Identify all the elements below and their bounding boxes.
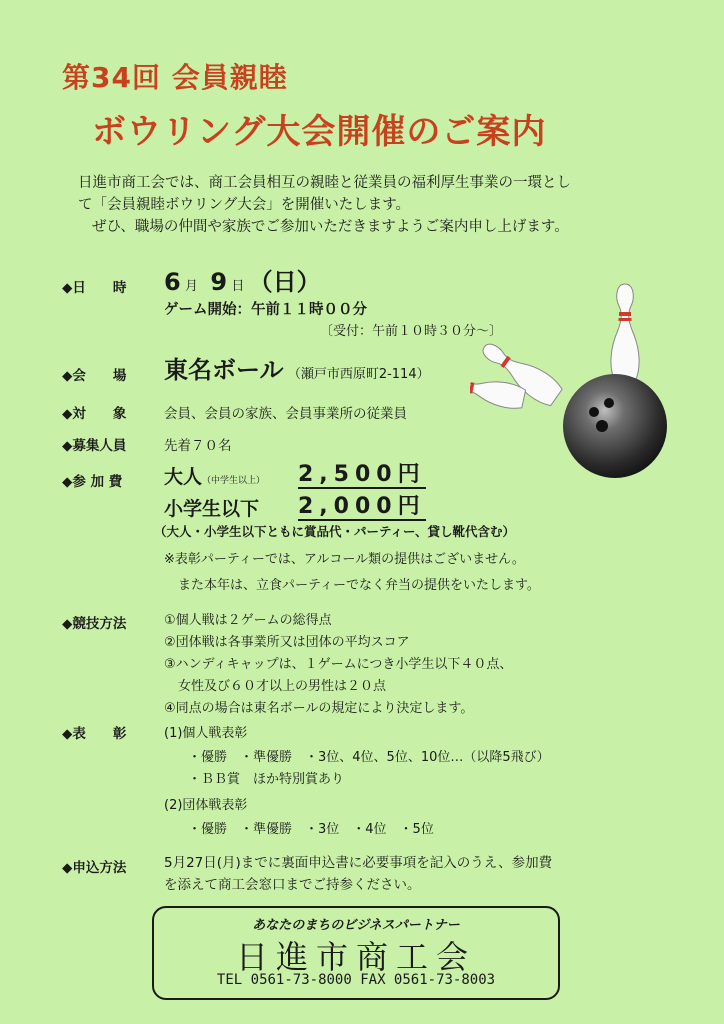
individual-awards-title: (1)個人戦表彰 [164,726,248,741]
footer-tagline: あなたのまちのビジネスパートナー [252,918,460,933]
method-item: ③ハンディキャップは、１ゲームにつき小学生以下４０点、 [164,657,513,672]
datetime-label: ◆日 時 [62,280,127,296]
adult-fee-row [164,462,265,489]
child-amount [298,494,426,520]
game-start [164,298,367,319]
venue-address: （瀬戸市西原町2-114） [287,367,430,382]
finger-hole [604,398,614,408]
intro-paragraph [78,172,571,238]
method-item: ①個人戦は２ゲームの総得点 [164,613,332,628]
reception-time: 〔受付：午前１０時３０分～〕 [320,324,503,339]
footer-contact: TEL 0561-73-8000 FAX 0561-73-8003 [216,972,496,988]
weekday: （日） [248,268,321,296]
month-number: 6 [164,268,181,296]
team-awards-title: (2)団体戦表彰 [164,798,248,813]
day-number: 9 [210,268,228,296]
footer-box [152,906,560,1000]
day-unit: 日 [231,279,245,294]
bowling-illustration [470,276,680,486]
event-title: ボウリング大会開催のご案内 [92,112,547,152]
fee-note-2: また本年は、立食パーティーでなく弁当の提供をいたします。 [178,578,540,593]
apply-line-1: 5月27日(月)までに裏面申込書に必要事項を記入のうえ、参加費 [164,855,553,871]
intro-line-3: ぜひ、職場の仲間や家族でご参加いただきますようご案内申し上げます。 [92,219,569,235]
adult-amount-text: 2,500円 [298,462,426,487]
bowling-ball [563,374,667,478]
footer-organization: 日進市商工会 [235,938,476,976]
adult-note: （中学生以上） [202,476,266,486]
method-item: 女性及び６０才以上の男性は２０点 [178,679,387,694]
apply-label: ◆申込方法 [62,860,127,876]
bowling-pin-standing [611,284,639,384]
target-value: 会員、会員の家族、会員事業所の従業員 [164,406,407,422]
individual-awards-line-2: ・ＢＢ賞 ほか特別賞あり [188,772,345,787]
individual-awards-line-1: ・優勝 ・準優勝 ・3位、4位、5位、10位…（以降5飛び） [188,750,550,765]
venue-name: 東名ボール [164,356,284,384]
adult-label: 大人 [164,466,203,488]
intro-line-2: て「会員親睦ボウリング大会」を開催いたします。 [78,197,411,213]
method-list [164,610,512,720]
intro-line-1: 日進市商工会では、商工会員相互の親睦と従業員の福利厚生事業の一環とし [78,175,571,191]
target-label: ◆対 象 [62,406,127,422]
event-subtitle: 第34回 会員親睦 [62,61,288,94]
recruitment-value: 先着７０名 [164,438,232,454]
venue-label: ◆会 場 [62,368,127,384]
child-label: 小学生以下 [164,498,260,520]
team-awards-line: ・優勝 ・準優勝 ・3位 ・4位 ・5位 [188,822,434,837]
finger-hole [589,407,599,417]
fee-label: ◆参 加 費 [62,474,123,490]
child-amount-text: 2,000円 [298,494,426,519]
method-item: ④同点の場合は東名ボールの規定により決定します。 [164,701,474,716]
month-unit: 月 [185,279,199,294]
thumb-hole [596,420,608,432]
method-item: ②団体戦は各事業所又は団体の平均スコア [164,635,410,650]
venue [164,350,430,385]
game-start-time: 午前１１時００分 [251,302,367,318]
event-date [164,262,321,297]
apply-line-2: を添えて商工会窓口までご持参ください。 [164,877,421,893]
child-fee-row [164,494,259,521]
recruitment-label: ◆募集人員 [62,438,127,454]
apply-text [164,852,552,896]
fee-note-1: ※表彰パーティーでは、アルコール類の提供はございません。 [164,552,525,567]
fee-included: （大人・小学生以下ともに賞品代・パーティー、貸し靴代含む） [154,524,516,539]
game-start-label: ゲーム開始： [164,302,251,318]
adult-amount [298,462,426,488]
method-label: ◆競技方法 [62,616,127,632]
awards-label: ◆表 彰 [62,726,127,742]
